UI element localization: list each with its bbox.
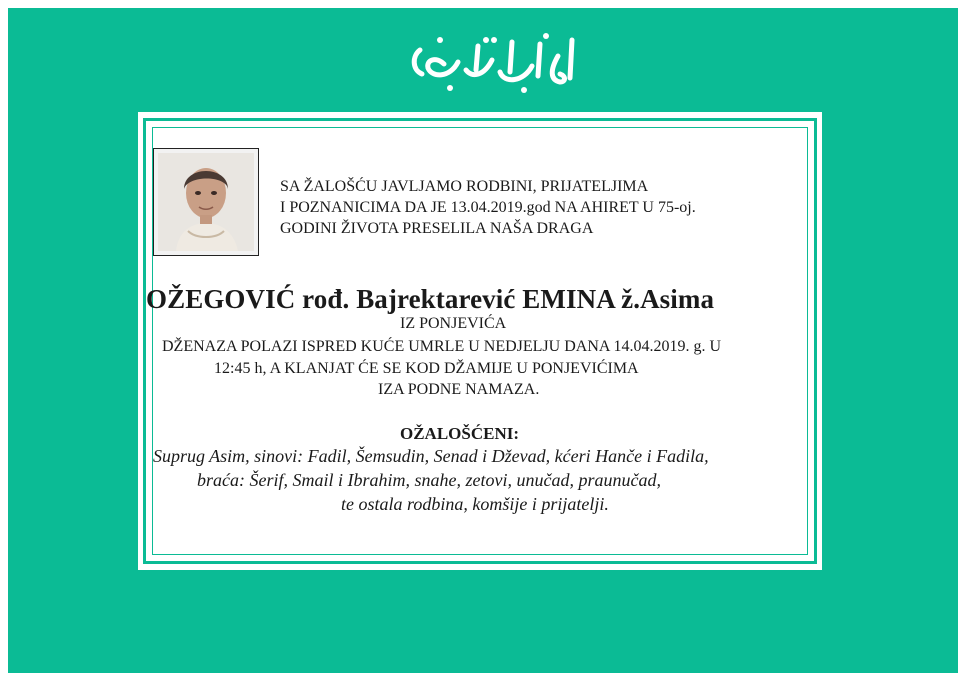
deceased-name: OŽEGOVIĆ rođ. Bajrektarević EMINA ž.Asima — [146, 284, 715, 314]
mourners-title: OŽALOŠĆENI: — [400, 424, 520, 443]
funeral-line-2: 12:45 h, A KLANJAT ĆE SE KOD DŽAMIJE U PONJEVIĆIMA — [214, 360, 639, 377]
origin-line: IZ PONJEVIĆA — [400, 315, 507, 332]
mourners-line-2: braća: Šerif, Smail i Ibrahim, snahe, zetovi, unučad, praunučad, — [197, 470, 661, 490]
deceased-photo — [153, 148, 259, 256]
mourners-line-3: te ostala rodbina, komšije i prijatelji. — [341, 494, 609, 514]
funeral-line-3: IZA PODNE NAMAZA. — [378, 381, 540, 398]
intro-line-1: SA ŽALOŠĆU JAVLJAMO RODBINI, PRIJATELJIMA — [280, 178, 649, 195]
intro-line-3: GODINI ŽIVOTA PRESELILA NAŠA DRAGA — [280, 220, 594, 237]
arabic-calligraphy-logo — [400, 26, 590, 98]
funeral-line-1: DŽENAZA POLAZI ISPRED KUĆE UMRLE U NEDJELJU DANA 14.04.2019. g. U — [162, 338, 722, 355]
mourners-line-1: Suprug Asim, sinovi: Fadil, Šemsudin, Senad i Dževad, kćeri Hanče i Fadila, — [153, 446, 709, 466]
intro-line-2: I POZNANICIMA DA JE 13.04.2019.god NA AHIRET U 75-oj. — [280, 199, 696, 216]
portrait-image — [158, 153, 254, 251]
